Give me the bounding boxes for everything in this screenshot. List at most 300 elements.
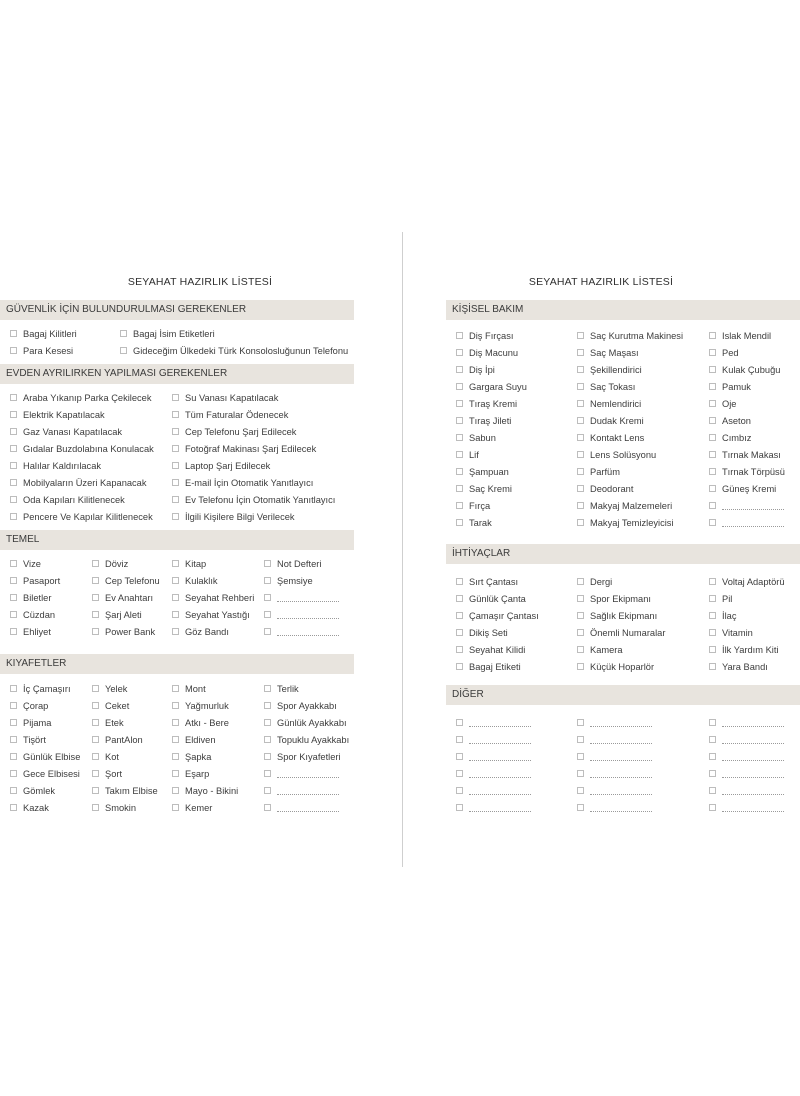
- checkbox[interactable]: [456, 468, 463, 475]
- checklist-item[interactable]: [172, 510, 295, 524]
- checkbox[interactable]: [92, 560, 99, 567]
- checklist-item[interactable]: [577, 660, 654, 674]
- checkbox[interactable]: [10, 496, 17, 503]
- checkbox[interactable]: [10, 330, 17, 337]
- checkbox[interactable]: [577, 366, 584, 373]
- checklist-item[interactable]: [577, 750, 652, 764]
- blank-line[interactable]: [590, 788, 652, 795]
- checkbox[interactable]: [456, 663, 463, 670]
- checkbox[interactable]: [172, 594, 179, 601]
- checkbox[interactable]: [456, 485, 463, 492]
- checklist-item[interactable]: [92, 591, 153, 605]
- checklist-item[interactable]: [172, 750, 211, 764]
- checklist-item[interactable]: [709, 733, 784, 747]
- checkbox[interactable]: [456, 736, 463, 743]
- checkbox[interactable]: [456, 434, 463, 441]
- checkbox[interactable]: [92, 702, 99, 709]
- checkbox[interactable]: [709, 519, 716, 526]
- checklist-item[interactable]: [709, 465, 785, 479]
- blank-line[interactable]: [590, 737, 652, 744]
- checkbox[interactable]: [172, 611, 179, 618]
- checklist-item[interactable]: [120, 344, 348, 358]
- checkbox[interactable]: [172, 445, 179, 452]
- checkbox[interactable]: [264, 577, 271, 584]
- checkbox[interactable]: [172, 628, 179, 635]
- checkbox[interactable]: [456, 719, 463, 726]
- checklist-item[interactable]: [172, 716, 229, 730]
- blank-line[interactable]: [590, 754, 652, 761]
- checklist-item[interactable]: [709, 626, 753, 640]
- checkbox[interactable]: [709, 595, 716, 602]
- checkbox[interactable]: [172, 804, 179, 811]
- checkbox[interactable]: [172, 787, 179, 794]
- checkbox[interactable]: [709, 417, 716, 424]
- checklist-item[interactable]: [709, 609, 736, 623]
- checkbox[interactable]: [709, 485, 716, 492]
- checklist-item[interactable]: [92, 699, 129, 713]
- checklist-item[interactable]: [92, 557, 128, 571]
- checklist-item[interactable]: [92, 716, 124, 730]
- checkbox[interactable]: [577, 451, 584, 458]
- checklist-item[interactable]: [456, 516, 492, 530]
- checklist-item[interactable]: [709, 346, 739, 360]
- checklist-item[interactable]: [577, 363, 642, 377]
- checklist-item[interactable]: [264, 699, 337, 713]
- checklist-item[interactable]: [456, 414, 511, 428]
- checkbox[interactable]: [172, 411, 179, 418]
- checkbox[interactable]: [172, 770, 179, 777]
- checklist-item[interactable]: [709, 750, 784, 764]
- checkbox[interactable]: [10, 804, 17, 811]
- checkbox[interactable]: [577, 770, 584, 777]
- checklist-item[interactable]: [456, 346, 518, 360]
- checklist-item[interactable]: [577, 448, 656, 462]
- checklist-item[interactable]: [172, 476, 313, 490]
- checklist-item[interactable]: [10, 459, 101, 473]
- checklist-item[interactable]: [264, 591, 339, 605]
- checklist-item[interactable]: [10, 682, 71, 696]
- checkbox[interactable]: [709, 578, 716, 585]
- checklist-item[interactable]: [456, 626, 508, 640]
- checklist-item[interactable]: [10, 608, 55, 622]
- checkbox[interactable]: [709, 502, 716, 509]
- checkbox[interactable]: [577, 719, 584, 726]
- checkbox[interactable]: [709, 349, 716, 356]
- checkbox[interactable]: [10, 479, 17, 486]
- checklist-item[interactable]: [92, 625, 155, 639]
- checklist-item[interactable]: [456, 397, 517, 411]
- checkbox[interactable]: [264, 719, 271, 726]
- checklist-item[interactable]: [577, 592, 651, 606]
- checklist-item[interactable]: [264, 784, 339, 798]
- blank-line[interactable]: [277, 629, 339, 636]
- checkbox[interactable]: [456, 451, 463, 458]
- checkbox[interactable]: [10, 462, 17, 469]
- checklist-item[interactable]: [264, 682, 299, 696]
- checklist-item[interactable]: [577, 516, 674, 530]
- checkbox[interactable]: [92, 736, 99, 743]
- checkbox[interactable]: [577, 663, 584, 670]
- checkbox[interactable]: [264, 787, 271, 794]
- checklist-item[interactable]: [264, 733, 349, 747]
- checklist-item[interactable]: [92, 801, 136, 815]
- checkbox[interactable]: [577, 502, 584, 509]
- checklist-item[interactable]: [120, 327, 215, 341]
- checkbox[interactable]: [10, 560, 17, 567]
- checklist-item[interactable]: [172, 608, 250, 622]
- checkbox[interactable]: [456, 383, 463, 390]
- blank-line[interactable]: [722, 720, 784, 727]
- checkbox[interactable]: [172, 513, 179, 520]
- checklist-item[interactable]: [709, 801, 784, 815]
- blank-line[interactable]: [469, 788, 531, 795]
- checklist-item[interactable]: [92, 767, 122, 781]
- checkbox[interactable]: [577, 383, 584, 390]
- checklist-item[interactable]: [172, 801, 212, 815]
- checklist-item[interactable]: [456, 575, 518, 589]
- checklist-item[interactable]: [456, 448, 479, 462]
- checklist-item[interactable]: [172, 391, 278, 405]
- checklist-item[interactable]: [577, 767, 652, 781]
- checklist-item[interactable]: [172, 699, 229, 713]
- checkbox[interactable]: [92, 753, 99, 760]
- blank-line[interactable]: [590, 805, 652, 812]
- checklist-item[interactable]: [577, 626, 665, 640]
- checkbox[interactable]: [10, 770, 17, 777]
- checklist-item[interactable]: [264, 625, 339, 639]
- checklist-item[interactable]: [10, 750, 80, 764]
- checklist-item[interactable]: [709, 784, 784, 798]
- blank-line[interactable]: [722, 520, 784, 527]
- checkbox[interactable]: [264, 702, 271, 709]
- checkbox[interactable]: [120, 347, 127, 354]
- checklist-item[interactable]: [10, 327, 77, 341]
- checkbox[interactable]: [172, 736, 179, 743]
- checkbox[interactable]: [709, 383, 716, 390]
- checkbox[interactable]: [709, 787, 716, 794]
- checkbox[interactable]: [709, 332, 716, 339]
- checkbox[interactable]: [92, 770, 99, 777]
- checklist-item[interactable]: [709, 592, 732, 606]
- checklist-item[interactable]: [10, 591, 51, 605]
- checkbox[interactable]: [92, 804, 99, 811]
- checklist-item[interactable]: [456, 329, 513, 343]
- checklist-item[interactable]: [92, 750, 119, 764]
- checklist-item[interactable]: [172, 682, 206, 696]
- blank-line[interactable]: [590, 771, 652, 778]
- blank-line[interactable]: [469, 805, 531, 812]
- checklist-item[interactable]: [577, 801, 652, 815]
- checkbox[interactable]: [577, 578, 584, 585]
- blank-line[interactable]: [277, 612, 339, 619]
- checklist-item[interactable]: [709, 448, 781, 462]
- checklist-item[interactable]: [456, 363, 495, 377]
- checkbox[interactable]: [577, 468, 584, 475]
- checkbox[interactable]: [456, 417, 463, 424]
- checkbox[interactable]: [172, 685, 179, 692]
- checklist-item[interactable]: [172, 733, 216, 747]
- blank-line[interactable]: [277, 595, 339, 602]
- checkbox[interactable]: [456, 612, 463, 619]
- checkbox[interactable]: [172, 702, 179, 709]
- checkbox[interactable]: [709, 663, 716, 670]
- checkbox[interactable]: [456, 519, 463, 526]
- checklist-item[interactable]: [456, 784, 531, 798]
- checkbox[interactable]: [577, 629, 584, 636]
- checklist-item[interactable]: [709, 380, 751, 394]
- checklist-item[interactable]: [10, 425, 122, 439]
- checkbox[interactable]: [10, 611, 17, 618]
- checklist-item[interactable]: [10, 557, 41, 571]
- checklist-item[interactable]: [172, 574, 218, 588]
- checkbox[interactable]: [172, 719, 179, 726]
- checklist-item[interactable]: [10, 733, 46, 747]
- checklist-item[interactable]: [10, 574, 60, 588]
- checklist-item[interactable]: [10, 716, 51, 730]
- checkbox[interactable]: [172, 428, 179, 435]
- checklist-item[interactable]: [456, 465, 509, 479]
- checklist-item[interactable]: [10, 801, 49, 815]
- checklist-item[interactable]: [264, 767, 339, 781]
- checkbox[interactable]: [577, 612, 584, 619]
- checkbox[interactable]: [577, 736, 584, 743]
- checklist-item[interactable]: [456, 750, 531, 764]
- checklist-item[interactable]: [577, 733, 652, 747]
- checkbox[interactable]: [264, 804, 271, 811]
- checkbox[interactable]: [10, 594, 17, 601]
- checkbox[interactable]: [456, 753, 463, 760]
- checklist-item[interactable]: [577, 482, 633, 496]
- checklist-item[interactable]: [456, 733, 531, 747]
- blank-line[interactable]: [590, 720, 652, 727]
- checkbox[interactable]: [92, 594, 99, 601]
- checklist-item[interactable]: [92, 682, 127, 696]
- checkbox[interactable]: [577, 519, 584, 526]
- checklist-item[interactable]: [172, 408, 288, 422]
- checkbox[interactable]: [92, 577, 99, 584]
- blank-line[interactable]: [277, 771, 339, 778]
- checklist-item[interactable]: [264, 574, 313, 588]
- checklist-item[interactable]: [172, 459, 270, 473]
- checklist-item[interactable]: [577, 465, 620, 479]
- checklist-item[interactable]: [10, 767, 80, 781]
- checkbox[interactable]: [264, 753, 271, 760]
- checkbox[interactable]: [264, 770, 271, 777]
- checkbox[interactable]: [577, 787, 584, 794]
- checkbox[interactable]: [92, 611, 99, 618]
- checklist-item[interactable]: [10, 625, 51, 639]
- blank-line[interactable]: [469, 771, 531, 778]
- blank-line[interactable]: [722, 503, 784, 510]
- blank-line[interactable]: [277, 805, 339, 812]
- checkbox[interactable]: [456, 366, 463, 373]
- checkbox[interactable]: [264, 560, 271, 567]
- checkbox[interactable]: [709, 753, 716, 760]
- checklist-item[interactable]: [456, 482, 512, 496]
- checkbox[interactable]: [709, 400, 716, 407]
- checkbox[interactable]: [709, 451, 716, 458]
- checklist-item[interactable]: [264, 608, 339, 622]
- checklist-item[interactable]: [172, 493, 335, 507]
- checklist-item[interactable]: [456, 801, 531, 815]
- checkbox[interactable]: [709, 736, 716, 743]
- checkbox[interactable]: [577, 332, 584, 339]
- checklist-item[interactable]: [92, 784, 158, 798]
- checklist-item[interactable]: [456, 499, 490, 513]
- blank-line[interactable]: [722, 771, 784, 778]
- checkbox[interactable]: [709, 719, 716, 726]
- checkbox[interactable]: [172, 560, 179, 567]
- checkbox[interactable]: [456, 578, 463, 585]
- checklist-item[interactable]: [92, 574, 160, 588]
- checklist-item[interactable]: [10, 493, 125, 507]
- checkbox[interactable]: [709, 804, 716, 811]
- checklist-item[interactable]: [264, 557, 321, 571]
- checkbox[interactable]: [10, 445, 17, 452]
- checkbox[interactable]: [10, 736, 17, 743]
- checklist-item[interactable]: [577, 716, 652, 730]
- checklist-item[interactable]: [456, 767, 531, 781]
- checklist-item[interactable]: [577, 609, 657, 623]
- checkbox[interactable]: [10, 702, 17, 709]
- checklist-item[interactable]: [172, 625, 229, 639]
- checklist-item[interactable]: [172, 767, 209, 781]
- checkbox[interactable]: [709, 770, 716, 777]
- checkbox[interactable]: [172, 462, 179, 469]
- blank-line[interactable]: [722, 788, 784, 795]
- checklist-item[interactable]: [577, 380, 635, 394]
- checkbox[interactable]: [709, 629, 716, 636]
- checklist-item[interactable]: [264, 750, 341, 764]
- checklist-item[interactable]: [172, 425, 296, 439]
- checkbox[interactable]: [456, 770, 463, 777]
- checklist-item[interactable]: [10, 442, 154, 456]
- checkbox[interactable]: [456, 595, 463, 602]
- checklist-item[interactable]: [577, 784, 652, 798]
- checklist-item[interactable]: [456, 431, 496, 445]
- checkbox[interactable]: [456, 349, 463, 356]
- checkbox[interactable]: [577, 753, 584, 760]
- checkbox[interactable]: [456, 332, 463, 339]
- checklist-item[interactable]: [10, 699, 48, 713]
- checkbox[interactable]: [456, 804, 463, 811]
- checklist-item[interactable]: [456, 660, 521, 674]
- checkbox[interactable]: [577, 646, 584, 653]
- checklist-item[interactable]: [172, 442, 316, 456]
- checklist-item[interactable]: [10, 408, 105, 422]
- checkbox[interactable]: [172, 753, 179, 760]
- checkbox[interactable]: [10, 787, 17, 794]
- checkbox[interactable]: [10, 394, 17, 401]
- checkbox[interactable]: [577, 595, 584, 602]
- checkbox[interactable]: [172, 394, 179, 401]
- checkbox[interactable]: [577, 349, 584, 356]
- checklist-item[interactable]: [10, 784, 55, 798]
- checklist-item[interactable]: [709, 643, 779, 657]
- checklist-item[interactable]: [172, 784, 238, 798]
- checkbox[interactable]: [92, 685, 99, 692]
- checklist-item[interactable]: [456, 716, 531, 730]
- checkbox[interactable]: [709, 646, 716, 653]
- blank-line[interactable]: [469, 737, 531, 744]
- checkbox[interactable]: [172, 479, 179, 486]
- blank-line[interactable]: [722, 805, 784, 812]
- checklist-item[interactable]: [709, 414, 751, 428]
- checklist-item[interactable]: [577, 643, 623, 657]
- checkbox[interactable]: [172, 496, 179, 503]
- checklist-item[interactable]: [709, 397, 736, 411]
- checklist-item[interactable]: [709, 516, 784, 530]
- checklist-item[interactable]: [577, 431, 644, 445]
- checkbox[interactable]: [456, 400, 463, 407]
- checklist-item[interactable]: [709, 660, 768, 674]
- checklist-item[interactable]: [577, 575, 612, 589]
- checkbox[interactable]: [172, 577, 179, 584]
- checklist-item[interactable]: [577, 414, 644, 428]
- checklist-item[interactable]: [92, 733, 143, 747]
- checkbox[interactable]: [577, 434, 584, 441]
- checkbox[interactable]: [709, 434, 716, 441]
- checklist-item[interactable]: [709, 482, 776, 496]
- checkbox[interactable]: [264, 594, 271, 601]
- checkbox[interactable]: [92, 628, 99, 635]
- checkbox[interactable]: [709, 366, 716, 373]
- checkbox[interactable]: [10, 513, 17, 520]
- checkbox[interactable]: [10, 347, 17, 354]
- blank-line[interactable]: [469, 720, 531, 727]
- checklist-item[interactable]: [10, 476, 147, 490]
- checkbox[interactable]: [577, 400, 584, 407]
- checkbox[interactable]: [10, 411, 17, 418]
- checkbox[interactable]: [577, 804, 584, 811]
- checkbox[interactable]: [456, 787, 463, 794]
- checklist-item[interactable]: [456, 592, 526, 606]
- checkbox[interactable]: [264, 736, 271, 743]
- checklist-item[interactable]: [456, 380, 527, 394]
- checkbox[interactable]: [10, 577, 17, 584]
- checkbox[interactable]: [92, 719, 99, 726]
- checklist-item[interactable]: [264, 801, 339, 815]
- checkbox[interactable]: [92, 787, 99, 794]
- checklist-item[interactable]: [709, 431, 751, 445]
- blank-line[interactable]: [722, 754, 784, 761]
- checklist-item[interactable]: [709, 767, 784, 781]
- checkbox[interactable]: [120, 330, 127, 337]
- checkbox[interactable]: [10, 685, 17, 692]
- checkbox[interactable]: [10, 719, 17, 726]
- checkbox[interactable]: [577, 485, 584, 492]
- checklist-item[interactable]: [577, 346, 639, 360]
- checklist-item[interactable]: [709, 716, 784, 730]
- checklist-item[interactable]: [577, 397, 641, 411]
- checkbox[interactable]: [264, 628, 271, 635]
- checklist-item[interactable]: [709, 575, 785, 589]
- checkbox[interactable]: [264, 611, 271, 618]
- checkbox[interactable]: [456, 629, 463, 636]
- checkbox[interactable]: [456, 502, 463, 509]
- checklist-item[interactable]: [577, 499, 672, 513]
- checklist-item[interactable]: [172, 557, 206, 571]
- checklist-item[interactable]: [456, 643, 525, 657]
- checklist-item[interactable]: [10, 391, 152, 405]
- checkbox[interactable]: [709, 468, 716, 475]
- checkbox[interactable]: [577, 417, 584, 424]
- checkbox[interactable]: [10, 753, 17, 760]
- checklist-item[interactable]: [264, 716, 347, 730]
- checklist-item[interactable]: [10, 510, 153, 524]
- checklist-item[interactable]: [10, 344, 73, 358]
- blank-line[interactable]: [469, 754, 531, 761]
